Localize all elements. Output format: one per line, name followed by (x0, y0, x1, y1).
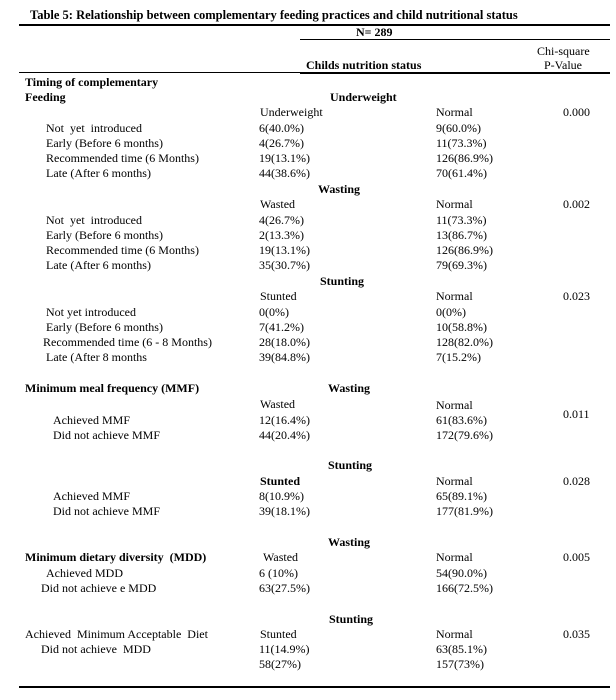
row-value-a: 44(20.4%) (259, 428, 310, 442)
row-label: Late (After 6 months) (46, 166, 151, 180)
stunted-col-header: Stunted (260, 474, 301, 488)
row-label: Did not achieve MMF (53, 428, 160, 442)
row-value-b: 126(86.9%) (436, 151, 493, 165)
p-value-header: P-Value (544, 58, 582, 72)
row-value-b: 157(73%) (436, 657, 484, 671)
wasting-p-value: 0.002 (563, 197, 590, 211)
stunting-heading: Stunting (320, 274, 365, 288)
underweight-heading: Underweight (330, 90, 397, 104)
mmf-section-label: Minimum meal frequency (MMF) (25, 381, 200, 395)
row-value-b: 54(90.0%) (436, 566, 487, 580)
header-rule-left (19, 72, 300, 73)
row-value-a: 19(13.1%) (259, 151, 310, 165)
row-label: Achieved MMF (53, 489, 130, 503)
row-value-a: 35(30.7%) (259, 258, 310, 272)
mmf-wasting-heading: Wasting (328, 381, 371, 395)
row-value-b: 172(79.6%) (436, 428, 493, 442)
row-value-b: 63(85.1%) (436, 642, 487, 656)
row-value-a: 44(38.6%) (259, 166, 310, 180)
row-label: Late (After 8 months (46, 350, 147, 364)
row-value-a: 2(13.3%) (259, 228, 304, 242)
row-value-b: 79(69.3%) (436, 258, 487, 272)
row-label: Early (Before 6 months) (46, 136, 163, 150)
row-label: Did not achieve MMF (53, 504, 160, 518)
timing-section-label-2: Feeding (25, 90, 66, 104)
normal-col-header: Normal (436, 289, 473, 303)
table-title: Table 5: Relationship between complementary feeding practices and child nutritional status (30, 8, 518, 22)
timing-section-label: Timing of complementary (25, 75, 159, 89)
row-value-a: 58(27%) (259, 657, 301, 671)
normal-col-header: Normal (436, 398, 473, 412)
stunted-col-header: Stunted (260, 289, 297, 303)
top-rule (19, 24, 610, 26)
mdd-wasting-p-value: 0.005 (563, 550, 590, 564)
row-label: Achieved MMF (53, 413, 130, 427)
mmf-stunting-p-value: 0.028 (563, 474, 590, 488)
row-value-a: 39(18.1%) (259, 504, 310, 518)
mdd-stunting-heading: Stunting (329, 612, 374, 626)
row-value-a: 6(40.0%) (259, 121, 304, 135)
status-header: Childs nutrition status (306, 58, 422, 72)
n-rule (300, 39, 610, 40)
row-label: Recommended time (6 Months) (46, 151, 199, 165)
row-value-b: 13(86.7%) (436, 228, 487, 242)
wasting-heading: Wasting (318, 182, 361, 196)
row-value-a: 8(10.9%) (259, 489, 304, 503)
header-rule-right (300, 72, 610, 74)
row-value-a: 4(26.7%) (259, 136, 304, 150)
row-label: Not yet introduced (46, 213, 142, 227)
row-value-b: 9(60.0%) (436, 121, 481, 135)
row-value-b: 10(58.8%) (436, 320, 487, 334)
normal-col-header: Normal (436, 105, 473, 119)
row-label: Recommended time (6 - 8 Months) (43, 335, 212, 349)
row-value-b: 11(73.3%) (436, 213, 487, 227)
row-value-a: 39(84.8%) (259, 350, 310, 364)
underweight-col-header: Underweight (260, 105, 323, 119)
row-value-b: 7(15.2%) (436, 350, 481, 364)
row-value-a: 7(41.2%) (259, 320, 304, 334)
row-value-a: 28(18.0%) (259, 335, 310, 349)
mdd-stunting-label-1: Achieved Minimum Acceptable Diet (25, 627, 208, 641)
row-value-b: 70(61.4%) (436, 166, 487, 180)
normal-col-header: Normal (436, 627, 473, 641)
row-label: Recommended time (6 Months) (46, 243, 199, 257)
row-label: Did not achieve MDD (41, 642, 151, 656)
row-value-a: 63(27.5%) (259, 581, 310, 595)
row-value-b: 126(86.9%) (436, 243, 493, 257)
row-label: Late (After 6 months) (46, 258, 151, 272)
bottom-rule (19, 686, 610, 688)
wasted-col-header: Wasted (260, 397, 296, 411)
row-value-a: 19(13.1%) (259, 243, 310, 257)
row-value-b: 166(72.5%) (436, 581, 493, 595)
normal-col-header: Normal (436, 197, 473, 211)
row-label: Achieved MDD (46, 566, 123, 580)
wasted-col-header: Wasted (260, 197, 296, 211)
row-value-b: 128(82.0%) (436, 335, 493, 349)
row-value-b: 177(81.9%) (436, 504, 493, 518)
row-label: Not yet introduced (46, 121, 142, 135)
stunting-p-value: 0.023 (563, 289, 590, 303)
mmf-wasting-p-value: 0.011 (563, 407, 590, 421)
row-value-a: 11(14.9%) (259, 642, 310, 656)
row-value-a: 12(16.4%) (259, 413, 310, 427)
row-label: Did not achieve e MDD (41, 581, 157, 595)
mdd-section-label: Minimum dietary diversity (MDD) (25, 550, 207, 564)
normal-col-header: Normal (436, 550, 473, 564)
stunted-col-header: Stunted (260, 627, 297, 641)
wasted-col-header: Wasted (263, 550, 299, 564)
row-value-a: 0(0%) (259, 305, 289, 319)
row-value-a: 6 (10%) (259, 566, 298, 580)
row-value-b: 61(83.6%) (436, 413, 487, 427)
chi-square-header: Chi-square (537, 44, 590, 58)
row-value-b: 65(89.1%) (436, 489, 487, 503)
underweight-p-value: 0.000 (563, 105, 590, 119)
row-label: Early (Before 6 months) (46, 320, 163, 334)
mdd-wasting-heading: Wasting (328, 535, 371, 549)
mdd-stunting-p-value: 0.035 (563, 627, 590, 641)
normal-col-header: Normal (436, 474, 473, 488)
row-value-a: 4(26.7%) (259, 213, 304, 227)
row-value-b: 0(0%) (436, 305, 466, 319)
row-label: Not yet introduced (46, 305, 136, 319)
row-label: Early (Before 6 months) (46, 228, 163, 242)
mmf-stunting-heading: Stunting (328, 458, 373, 472)
n-label: N= 289 (356, 25, 393, 39)
row-value-b: 11(73.3%) (436, 136, 487, 150)
